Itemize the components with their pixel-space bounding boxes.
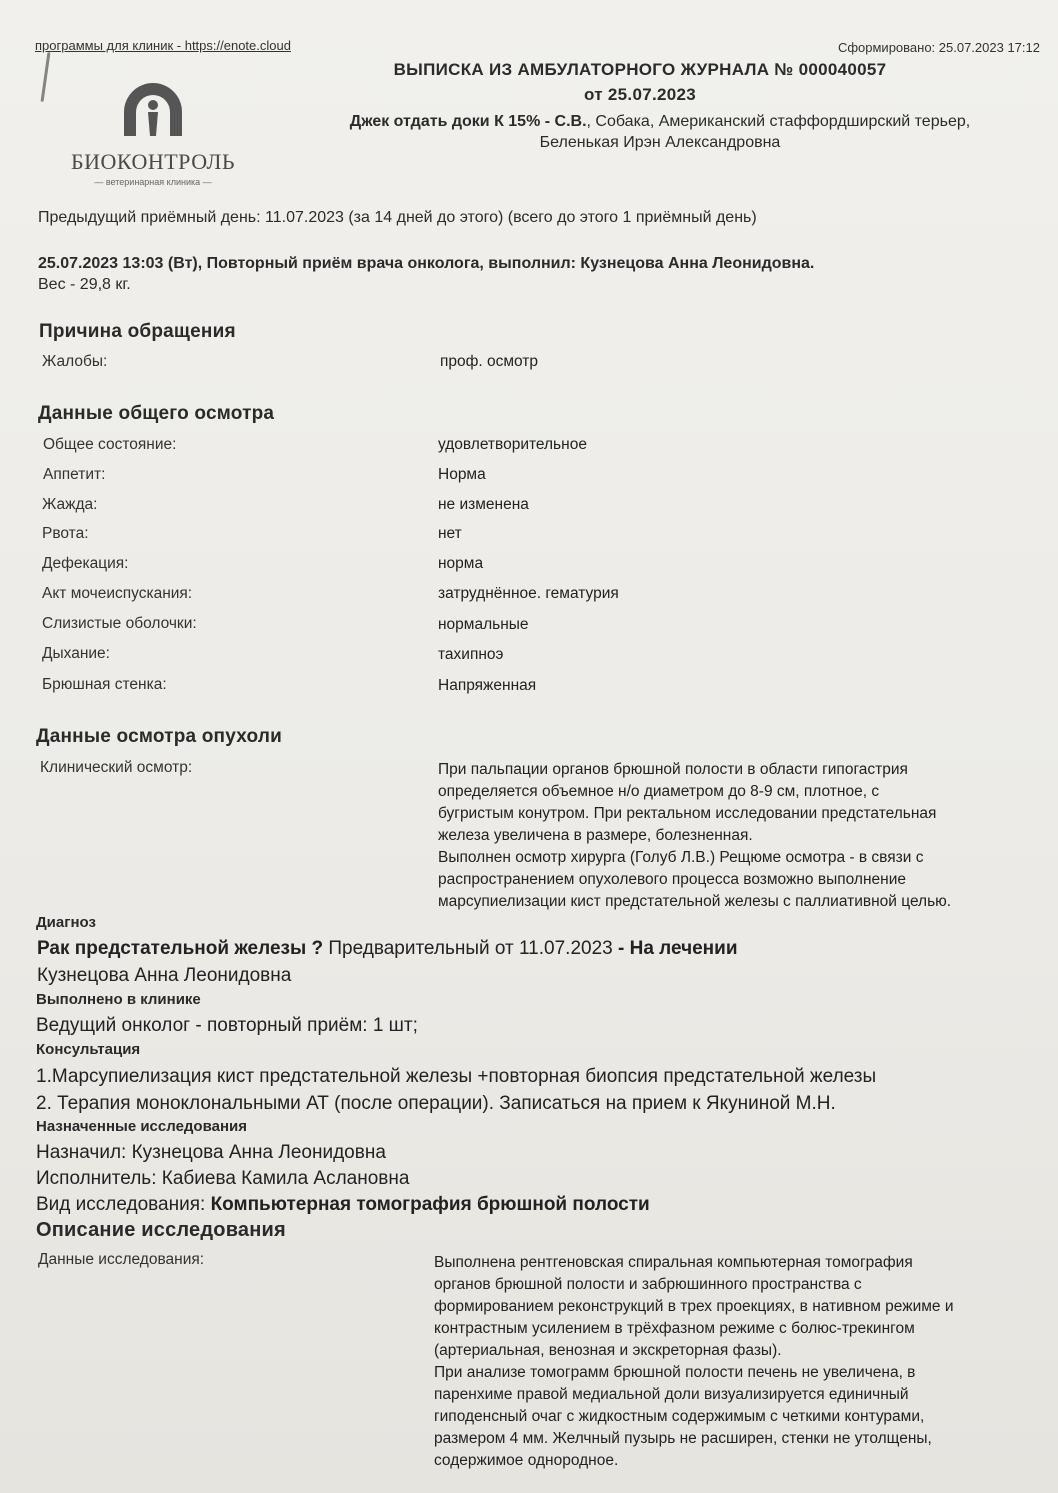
row-value: норма — [438, 555, 484, 572]
source-link[interactable]: программы для клиник - https://enote.cloud — [35, 38, 291, 53]
text-line: Выполнен осмотр хирурга (Голуб Л.В.) Рещюме осмотра - в связи с — [438, 849, 924, 866]
text-line: формированием реконструкций в трех проекциях, в нативном режиме и — [434, 1298, 954, 1315]
text-line: контрастным усилением в трёхфазном режиме с болюс-трекингом — [434, 1320, 915, 1337]
row-value: Норма — [438, 466, 486, 483]
patient-species: , Собака, Американский стаффордширский терьер, — [586, 113, 971, 130]
row-value: удовлетворительное — [438, 436, 587, 453]
research-type-label: Вид исследования: — [36, 1194, 211, 1215]
general-heading: Данные общего осмотра — [38, 403, 275, 424]
text-line: распространением опухолевого процесса возможно выполнение — [438, 871, 906, 888]
text-line: содержимое однородное. — [434, 1452, 619, 1469]
done-item: Ведущий онколог - повторный приём: 1 шт; — [36, 1015, 418, 1036]
diagnosis-name: Рак предстательной железы ? — [37, 938, 324, 959]
row-value: тахипноэ — [438, 646, 504, 663]
clinic-tagline: — ветеринарная клиника — — [94, 177, 212, 187]
row-label: Слизистые оболочки: — [42, 615, 197, 632]
row-value: Напряженная — [438, 677, 537, 694]
text-line: (артериальная, венозная и экскреторная фазы). — [434, 1342, 782, 1359]
row-label: Рвота: — [42, 525, 89, 542]
tumor-label: Клинический осмотр: — [40, 759, 193, 776]
research-assigned: Назначил: Кузнецова Анна Леонидовна — [36, 1142, 386, 1163]
row-label: Брюшная стенка: — [42, 676, 167, 693]
diagnosis-doctor: Кузнецова Анна Леонидовна — [37, 965, 292, 986]
row-label: Жалобы: — [42, 353, 108, 370]
diagnosis-line — [37, 938, 738, 960]
tumor-text — [438, 759, 1038, 913]
research-heading: Назначенные исследования — [36, 1118, 247, 1135]
text-line: паренхиме правой медиальной доли визуализируется единичный — [434, 1386, 909, 1403]
row-label: Дефекация: — [42, 555, 129, 572]
reason-heading: Причина обращения — [39, 321, 236, 342]
text-line: марсупиелизации кист предстательной железы с паллиативной целью. — [438, 893, 952, 910]
document-title: ВЫПИСКА ИЗ АМБУЛАТОРНОГО ЖУРНАЛА № 000040057 — [393, 60, 887, 79]
text-line: размером 4 мм. Желчный пузырь не расширен, стенки не утолщены, — [434, 1430, 932, 1447]
research-type — [36, 1194, 650, 1216]
row-value: проф. осмотр — [440, 353, 539, 370]
text-line: железа увеличена в размере, болезненная. — [438, 827, 753, 844]
row-value: нет — [438, 525, 462, 542]
patient-line — [300, 111, 1020, 132]
description-text — [434, 1252, 1044, 1472]
done-heading: Выполнено в клинике — [36, 991, 201, 1008]
consult-line-2: 2. Терапия моноклональными АТ (после операции). Записаться на прием к Якуниной М.Н. — [36, 1093, 836, 1114]
diagnosis-status: - На лечении — [618, 938, 738, 959]
row-value: нормальные — [438, 616, 529, 633]
row-value: затруднённое. гематурия — [438, 585, 619, 602]
research-type-value: Компьютерная томография брюшной полости — [210, 1194, 650, 1215]
research-performer: Исполнитель: Кабиева Камила Аслановна — [36, 1168, 410, 1189]
clinic-name: БИОКОНТРОЛЬ — [70, 149, 236, 174]
diagnosis-detail: Предварительный от 11.07.2023 — [323, 938, 618, 959]
document-date: от 25.07.2023 — [584, 85, 696, 104]
text-line: Выполнена рентгеновская спиральная компьютерная томография — [434, 1254, 913, 1271]
clinic-logo — [68, 78, 238, 187]
text-line: определяется объемное н/о диаметром до 8-9 см, плотное, с — [438, 783, 880, 800]
row-label: Акт мочеиспускания: — [42, 585, 193, 602]
owner-name: Беленькая Ирэн Александровна — [539, 134, 781, 151]
text-line: органов брюшной полости и забрюшинного пространства с — [434, 1276, 862, 1293]
visit-line: 25.07.2023 13:03 (Вт), Повторный приём врача онколога, выполнил: Кузнецова Анна Леонидовна. — [38, 255, 815, 272]
row-value: не изменена — [438, 496, 529, 513]
text-line: гиподенсный очаг с жидкостным содержимым с четкими контурами, — [434, 1408, 925, 1425]
description-label: Данные исследования: — [38, 1251, 205, 1268]
clinic-logo-icon — [118, 78, 188, 140]
consult-heading: Консультация — [36, 1041, 141, 1058]
text-line: При пальпации органов брюшной полости в области гипогастрия — [438, 761, 908, 778]
row-label: Дыхание: — [42, 645, 110, 662]
tumor-heading: Данные осмотра опухоли — [36, 726, 283, 747]
text-line: бугристым конутром. При ректальном исследовании предстательная — [438, 805, 937, 822]
generated-timestamp: Сформировано: 25.07.2023 17:12 — [837, 40, 1040, 55]
description-heading: Описание исследования — [36, 1219, 286, 1241]
row-label: Аппетит: — [43, 466, 106, 483]
row-label: Общее состояние: — [43, 436, 177, 453]
previous-day: Предыдущий приёмный день: 11.07.2023 (за 14 дней до этого) (всего до этого 1 приёмный день) — [38, 209, 757, 226]
pen-mark — [41, 52, 51, 102]
row-label: Жажда: — [42, 496, 98, 513]
diagnosis-heading: Диагноз — [36, 914, 96, 931]
consult-line-1: 1.Марсупиелизация кист предстательной железы +повторная биопсия предстательной железы — [36, 1066, 877, 1087]
text-line: При анализе томограмм брюшной полости печень не увеличена, в — [434, 1364, 916, 1381]
patient-name: Джек отдать доки К 15% - С.В. — [349, 113, 587, 130]
weight: Вес - 29,8 кг. — [38, 276, 131, 293]
